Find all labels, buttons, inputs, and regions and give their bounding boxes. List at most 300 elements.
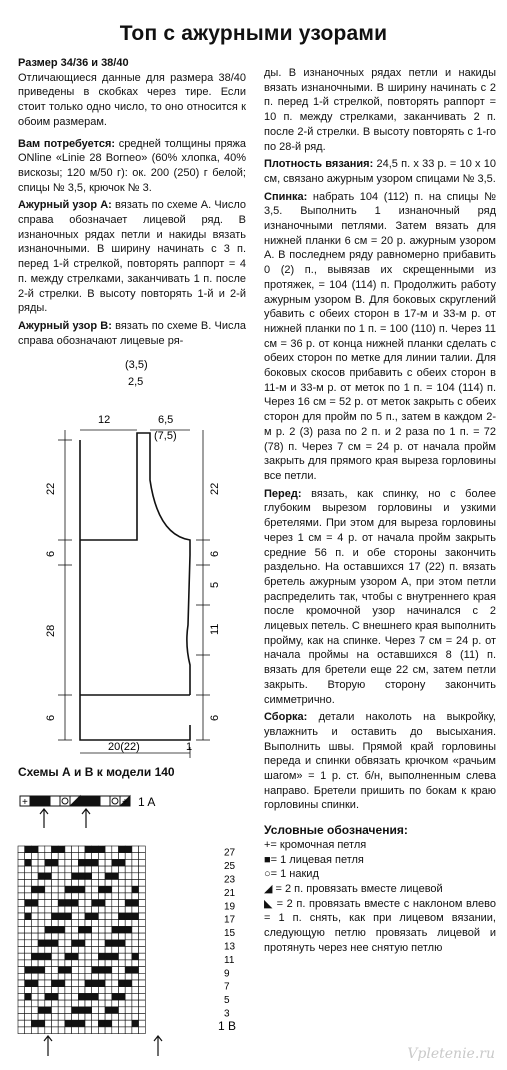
scheme-b-cell (105, 980, 112, 987)
scheme-b-cell (45, 960, 52, 967)
scheme-b-cell (18, 880, 25, 887)
scheme-b-cell (92, 1027, 99, 1034)
scheme-b-cell (58, 893, 65, 900)
scheme-b-cell (52, 940, 59, 947)
scheme-b-cell (31, 947, 38, 954)
materials-heading: Вам потребуется: (18, 137, 116, 150)
scheme-b-cell (58, 973, 65, 980)
scheme-b-cell (18, 920, 25, 927)
scheme-b-cell (72, 893, 79, 900)
scheme-b-cell (45, 859, 52, 866)
scheme-b-cell (132, 993, 139, 1000)
scheme-b-cell (58, 940, 65, 947)
scheme-b-cell (85, 947, 92, 954)
scheme-b-cell (52, 926, 59, 933)
scheme-b-cell (105, 853, 112, 860)
scheme-b-cell (25, 859, 32, 866)
scheme-b-cell (58, 913, 65, 920)
scheme-b-cell (112, 1007, 119, 1014)
scheme-b-cell (58, 967, 65, 974)
scheme-b-cell (78, 853, 85, 860)
scheme-b-cell (45, 973, 52, 980)
scheme-b-cell (112, 960, 119, 967)
scheme-b-cell (31, 900, 38, 907)
scheme-b-cell (25, 947, 32, 954)
scheme-b-cell (92, 913, 99, 920)
scheme-b-cell (72, 1027, 79, 1034)
scheme-b-cell (139, 953, 146, 960)
scheme-b-cell (105, 846, 112, 853)
scheme-b-cell (132, 973, 139, 980)
row-number: 15 (224, 928, 236, 940)
scheme-b-cell (31, 913, 38, 920)
scheme-b-cell (105, 926, 112, 933)
scheme-b-cell (78, 920, 85, 927)
scheme-b-cell (38, 880, 45, 887)
scheme-b-cell (139, 906, 146, 913)
scheme-b-cell (65, 906, 72, 913)
scheme-b-cell (125, 866, 132, 873)
scheme-b-cell (45, 1000, 52, 1007)
scheme-b-cell (58, 846, 65, 853)
scheme-b-cell (132, 873, 139, 880)
scheme-b-cell (45, 893, 52, 900)
scheme-b-cell (65, 933, 72, 940)
scheme-b-cell (119, 900, 126, 907)
scheme-b-cell (119, 933, 126, 940)
scheme-b-cell (45, 967, 52, 974)
scheme-b-cell (85, 933, 92, 940)
dim-bottom: 20(22) (108, 741, 140, 753)
scheme-b-cell (52, 913, 59, 920)
scheme-b-cell (38, 1000, 45, 1007)
scheme-b-cell (58, 993, 65, 1000)
scheme-a-label: 1 A (138, 795, 156, 809)
watermark: Vpletenie.ru (407, 1046, 495, 1062)
scheme-b-cell (132, 1027, 139, 1034)
page-title: Топ с ажурными узорами (119, 22, 388, 45)
scheme-b-cell (98, 886, 105, 893)
scheme-b-cell (38, 853, 45, 860)
scheme-b-cell (38, 980, 45, 987)
scheme-b-cell (72, 947, 79, 954)
scheme-b-cell (45, 846, 52, 853)
scheme-b-cell (72, 1000, 79, 1007)
scheme-b-cell (85, 1000, 92, 1007)
scheme-b-cell (132, 866, 139, 873)
scheme-b-cell (25, 1007, 32, 1014)
left-column (18, 56, 246, 351)
scheme-b-cell (85, 940, 92, 947)
scheme-b-cell (132, 886, 139, 893)
scheme-b-cell (98, 906, 105, 913)
scheme-b-cell (58, 859, 65, 866)
scheme-b-cell (105, 967, 112, 974)
scheme-b-cell (119, 1020, 126, 1027)
scheme-b-cell (18, 993, 25, 1000)
scheme-b-cell (98, 913, 105, 920)
scheme-b-cell (52, 987, 59, 994)
scheme-b-cell (125, 953, 132, 960)
scheme-b-cell (119, 947, 126, 954)
scheme-b-cell (65, 987, 72, 994)
scheme-b-cell (58, 1020, 65, 1027)
scheme-b-cell (58, 947, 65, 954)
scheme-b-cell (18, 900, 25, 907)
scheme-b-cell (119, 920, 126, 927)
scheme-b-cell (18, 973, 25, 980)
scheme-b-cell (85, 1027, 92, 1034)
scheme-b-cell (65, 900, 72, 907)
scheme-b-cell (45, 933, 52, 940)
scheme-b-cell (72, 940, 79, 947)
scheme-b-cell (45, 940, 52, 947)
scheme-b-cell (112, 886, 119, 893)
scheme-b-cell (38, 973, 45, 980)
dim-right-22: 22 (209, 482, 221, 495)
scheme-b-cell (125, 933, 132, 940)
scheme-b-cell (98, 853, 105, 860)
scheme-b-cell (125, 920, 132, 927)
scheme-b-cell (65, 920, 72, 927)
scheme-b-cell (92, 920, 99, 927)
scheme-b-cell (105, 1020, 112, 1027)
row-number: 23 (224, 874, 236, 886)
scheme-b-cell (119, 846, 126, 853)
scheme-b-cell (52, 960, 59, 967)
scheme-b-cell (112, 980, 119, 987)
scheme-b-cell (112, 1000, 119, 1007)
scheme-b-cell (38, 933, 45, 940)
scheme-b-cell (119, 893, 126, 900)
scheme-b-cell (25, 1027, 32, 1034)
dim-right-6b: 6 (209, 714, 221, 721)
scheme-b-cell (18, 980, 25, 987)
scheme-b-cell (105, 1000, 112, 1007)
scheme-b-cell (52, 933, 59, 940)
scheme-b-cell (25, 973, 32, 980)
scheme-b-cell (18, 1000, 25, 1007)
scheme-b-cell (105, 1007, 112, 1014)
scheme-b-cell (119, 980, 126, 987)
scheme-b-cell (65, 1027, 72, 1034)
scheme-b-cell (18, 926, 25, 933)
scheme-b-cell (31, 933, 38, 940)
scheme-b-cell (125, 853, 132, 860)
scheme-b-cell (92, 859, 99, 866)
dim-top-right: 6,5 (158, 414, 174, 426)
scheme-b-label: 1 B (218, 1019, 237, 1033)
scheme-b-cell (78, 967, 85, 974)
scheme-b-cell (125, 947, 132, 954)
scheme-b-cell (78, 1007, 85, 1014)
scheme-b-cell (112, 953, 119, 960)
dim-right-11: 11 (209, 623, 221, 635)
scheme-b-cell (132, 926, 139, 933)
scheme-b-cell (98, 926, 105, 933)
materials-text: средней толщины пряжа ONline «Linie 28 Borneo» (60% хлопка, 40% вискозы; 120 м/50 г): ок. 200 (250) г белой; спицы № 3,5, крючок № 3. (18, 137, 246, 194)
scheme-b-cell (139, 880, 146, 887)
scheme-b-cell (112, 906, 119, 913)
scheme-b-cell (85, 880, 92, 887)
scheme-b-cell (25, 926, 32, 933)
scheme-b-cell (78, 913, 85, 920)
scheme-b-cell (98, 893, 105, 900)
scheme-b-cell (52, 1007, 59, 1014)
row-number: 25 (224, 861, 236, 873)
scheme-b-cell (18, 960, 25, 967)
scheme-b-cell (18, 913, 25, 920)
scheme-b-cell (52, 973, 59, 980)
scheme-b-cell (119, 967, 126, 974)
scheme-b-cell (125, 940, 132, 947)
pattern-a-heading: Ажурный узор А: (18, 199, 112, 212)
scheme-b-cell (52, 1014, 59, 1021)
scheme-b-cell (65, 926, 72, 933)
scheme-b-cell (72, 886, 79, 893)
scheme-b-cell (65, 940, 72, 947)
scheme-b-cell (65, 873, 72, 880)
scheme-b-cell (85, 953, 92, 960)
scheme-b-cell (132, 906, 139, 913)
scheme-b-cell (31, 866, 38, 873)
scheme-b-cell (139, 853, 146, 860)
scheme-b-cell (45, 900, 52, 907)
row-number: 27 (224, 847, 236, 859)
scheme-b-cell (18, 893, 25, 900)
scheme-b-cell (58, 1014, 65, 1021)
back-heading: Спинка: (264, 190, 308, 203)
scheme-b-cell (25, 893, 32, 900)
scheme-b-cell (98, 960, 105, 967)
scheme-b-cell (119, 913, 126, 920)
scheme-b-cell (132, 947, 139, 954)
scheme-b-cell (38, 859, 45, 866)
scheme-b-cell (78, 859, 85, 866)
scheme-b-cell (92, 846, 99, 853)
scheme-b-cell (72, 933, 79, 940)
scheme-b-cell (132, 913, 139, 920)
edge-stitch-icon: + (22, 797, 28, 808)
scheme-b-cell (45, 987, 52, 994)
scheme-b-cell (98, 900, 105, 907)
scheme-b-cell (132, 900, 139, 907)
scheme-b-cell (52, 1000, 59, 1007)
scheme-b-cell (112, 973, 119, 980)
scheme-b-cell (98, 1014, 105, 1021)
front-heading: Перед: (264, 487, 302, 500)
scheme-b-cell (119, 906, 126, 913)
scheme-b-cell (31, 1007, 38, 1014)
scheme-b-cell (105, 900, 112, 907)
scheme-b-cell (25, 940, 32, 947)
legend-item: ◣ = 2 п. провязать вместе с наклоном влево = 1 п. снять, как при лицевом вязании, следующую петлю провязать лицевой и протянуть через нее снятую петлю (264, 897, 496, 954)
dim-left-28: 28 (45, 624, 57, 637)
scheme-b-cell (45, 947, 52, 954)
scheme-b-cell (125, 873, 132, 880)
scheme-b-cell (72, 880, 79, 887)
scheme-b-cell (112, 1020, 119, 1027)
scheme-b-cell (25, 980, 32, 987)
scheme-b-cell (92, 880, 99, 887)
scheme-b-cell (65, 866, 72, 873)
scheme-b-cell (119, 853, 126, 860)
scheme-b-cell (31, 920, 38, 927)
legend-item: += кромочная петля (264, 838, 367, 851)
scheme-b-cell (52, 953, 59, 960)
scheme-b-cell (52, 967, 59, 974)
scheme-b-cell (98, 859, 105, 866)
scheme-b-cell (98, 933, 105, 940)
scheme-b-cell (92, 873, 99, 880)
scheme-b-cell (31, 953, 38, 960)
scheme-b-cell (38, 926, 45, 933)
scheme-b-cell (25, 880, 32, 887)
scheme-b-cell (125, 960, 132, 967)
scheme-b-cell (38, 987, 45, 994)
scheme-b-cell (18, 886, 25, 893)
scheme-b-cell (18, 1027, 25, 1034)
scheme-b-cell (58, 960, 65, 967)
scheme-b-cell (112, 993, 119, 1000)
scheme-b-cell (78, 953, 85, 960)
scheme-b-cell (92, 906, 99, 913)
scheme-b-cell (31, 859, 38, 866)
scheme-b-cell (38, 953, 45, 960)
scheme-b-cell (92, 967, 99, 974)
scheme-b-cell (139, 1014, 146, 1021)
scheme-b-cell (105, 1027, 112, 1034)
scheme-b-cell (112, 933, 119, 940)
scheme-b-cell (132, 1000, 139, 1007)
scheme-b-cell (139, 933, 146, 940)
scheme-b-cell (65, 1000, 72, 1007)
scheme-b-cell (98, 873, 105, 880)
scheme-b-cell (85, 846, 92, 853)
scheme-b-cell (78, 873, 85, 880)
scheme-b-cell (45, 1027, 52, 1034)
scheme-b-cell (119, 1007, 126, 1014)
scheme-b-cell (65, 973, 72, 980)
scheme-b-cell (125, 913, 132, 920)
scheme-b-cell (31, 906, 38, 913)
scheme-b-cell (31, 1014, 38, 1021)
scheme-b-cell (139, 993, 146, 1000)
scheme-b-cell (132, 987, 139, 994)
scheme-b-cell (52, 866, 59, 873)
scheme-b-cell (78, 900, 85, 907)
scheme-b-cell (38, 1007, 45, 1014)
scheme-b-cell (132, 953, 139, 960)
scheme-b-cell (31, 893, 38, 900)
assembly-heading: Сборка: (264, 711, 308, 724)
scheme-b-cell (132, 846, 139, 853)
scheme-b-cell (105, 880, 112, 887)
scheme-b-cell (78, 866, 85, 873)
pattern-b-heading: Ажурный узор В: (18, 319, 112, 332)
scheme-b-cell (132, 980, 139, 987)
row-number: 13 (224, 941, 236, 953)
scheme-b-cell (112, 987, 119, 994)
scheme-b-cell (72, 853, 79, 860)
scheme-b-cell (38, 900, 45, 907)
scheme-b-cell (45, 953, 52, 960)
scheme-b-cell (18, 953, 25, 960)
dim-right-5: 5 (209, 581, 221, 588)
scheme-b-cell (72, 913, 79, 920)
dim-right-6a: 6 (209, 550, 221, 557)
scheme-b-cell (105, 873, 112, 880)
scheme-b-cell (38, 947, 45, 954)
scheme-b-cell (139, 987, 146, 994)
scheme-b-cell (98, 1027, 105, 1034)
scheme-b-cell (132, 1007, 139, 1014)
scheme-b-cell (31, 853, 38, 860)
scheme-b-cell (105, 960, 112, 967)
scheme-b-cell (72, 967, 79, 974)
scheme-b-cell (25, 913, 32, 920)
scheme-b-cell (25, 933, 32, 940)
scheme-b-cell (38, 960, 45, 967)
scheme-b-cell (78, 1020, 85, 1027)
scheme-b-cell (85, 987, 92, 994)
scheme-b-cell (45, 980, 52, 987)
scheme-b-cell (18, 987, 25, 994)
scheme-b-cell (78, 980, 85, 987)
scheme-b-cell (52, 859, 59, 866)
scheme-b-cell (25, 900, 32, 907)
scheme-b-cell (18, 853, 25, 860)
scheme-b-cell (58, 886, 65, 893)
scheme-b-cell (78, 940, 85, 947)
scheme-b-cell (31, 967, 38, 974)
scheme-b-cell (105, 953, 112, 960)
scheme-b-cell (72, 1014, 79, 1021)
scheme-b-cell (112, 1027, 119, 1034)
scheme-b-cell (31, 880, 38, 887)
scheme-b-cell (105, 920, 112, 927)
scheme-b-cell (31, 993, 38, 1000)
scheme-b-cell (85, 960, 92, 967)
scheme-b-cell (92, 980, 99, 987)
row-number: 19 (224, 901, 236, 913)
scheme-b-cell (92, 933, 99, 940)
scheme-b-cell (25, 846, 32, 853)
scheme-b-cell (92, 960, 99, 967)
size-text: Отличающиеся данные для размера 38/40 приведены в скобках через тире. Если стоит только одно число, то оно относится к обоим размерам. (18, 71, 246, 128)
legend (264, 838, 496, 956)
scheme-b-cell (18, 859, 25, 866)
row-number: 9 (224, 968, 230, 980)
scheme-b-cell (45, 880, 52, 887)
scheme-b-cell (119, 873, 126, 880)
scheme-b-cell (65, 960, 72, 967)
scheme-b-cell (119, 886, 126, 893)
scheme-b-cell (92, 947, 99, 954)
legend-item: ◢ = 2 п. провязать вместе лицевой (264, 882, 443, 895)
scheme-b-cell (45, 993, 52, 1000)
scheme-b-cell (105, 947, 112, 954)
row-number: 17 (224, 914, 236, 926)
row-number: 7 (224, 981, 230, 993)
scheme-b-cell (105, 987, 112, 994)
scheme-b-cell (25, 920, 32, 927)
scheme-b-cell (52, 893, 59, 900)
scheme-b-cell (132, 933, 139, 940)
scheme-b-cell (52, 900, 59, 907)
scheme-b-cell (65, 980, 72, 987)
scheme-b-cell (38, 913, 45, 920)
